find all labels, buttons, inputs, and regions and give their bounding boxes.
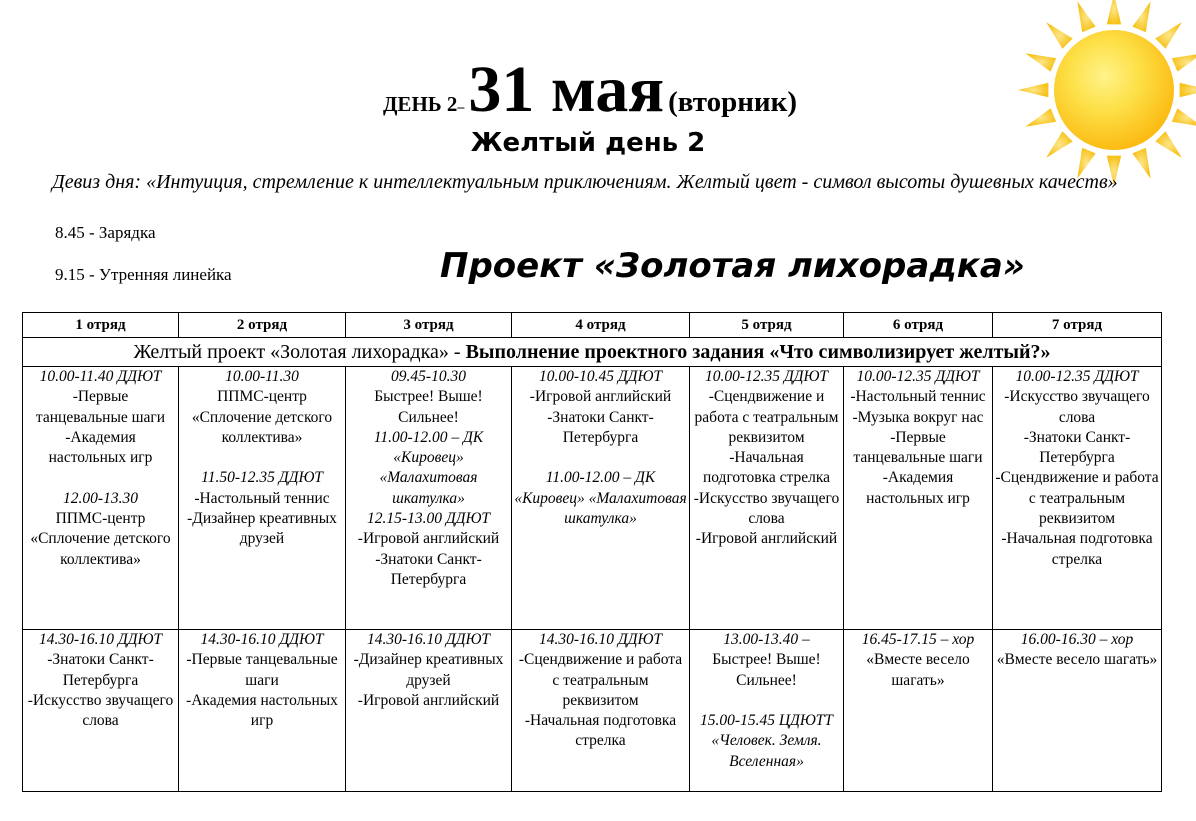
- schedule-cell: [844, 630, 993, 792]
- column-header: 2 отряд: [179, 313, 346, 338]
- column-header: 3 отряд: [346, 313, 512, 338]
- schedule-item-exercise: 8.45 - Зарядка: [55, 223, 156, 242]
- time-slot-label: 11.00-12.00 – ДК «Кировец» «Малахитовая шкатулка»: [373, 428, 484, 507]
- activity-text: -Первые танцевальные шаги: [35, 388, 166, 426]
- time-slot-label: 10.00-11.40 ДДЮТ: [39, 368, 162, 385]
- activity-text: -Игровой английский: [529, 388, 672, 406]
- table-row: [23, 367, 1162, 630]
- activity-text: ППМС-центр «Сплочение детского коллектива»: [30, 510, 171, 568]
- column-header: 7 отряд: [993, 313, 1162, 338]
- activity-text: «Вместе весело шагать»: [866, 651, 970, 689]
- time-slot-label: 14.30-16.10 ДДЮТ: [39, 631, 162, 648]
- time-slot-label: «Человек. Земля. Вселенная»: [711, 732, 822, 770]
- activity-text: -Первые танцевальные шаги: [186, 651, 338, 689]
- activity-text: -Игровой английский: [357, 691, 500, 709]
- column-header: 4 отряд: [512, 313, 690, 338]
- activity-text: -Искусство звучащего слова: [1004, 388, 1150, 426]
- schedule-item-assembly: 9.15 - Утренняя линейка: [55, 265, 232, 284]
- time-slot-label: 14.30-16.10 ДДЮТ: [539, 631, 662, 648]
- time-slot-label: 14.30-16.10 ДДЮТ: [200, 631, 324, 648]
- activity-text: [692, 691, 841, 711]
- activity-text: -Первые танцевальные шаги: [853, 428, 983, 467]
- time-slot-label: 09.45-10.30: [391, 368, 466, 385]
- activity-text: -Академия настольных игр: [866, 469, 970, 507]
- banner-task: Выполнение проектного задания «Что символизирует желтый?»: [465, 341, 1051, 363]
- schedule-cell: [844, 367, 993, 630]
- schedule-cell: [346, 630, 512, 792]
- time-slot-label: 11.00-12.00 – ДК «Кировец» «Малахитовая шкатулка»: [514, 469, 687, 528]
- date-label: 31 мая: [468, 53, 665, 126]
- column-header: 1 отряд: [23, 313, 179, 338]
- activity-text: -Дизайнер креативных друзей: [353, 651, 504, 689]
- activity-text: -Академия настольных игр: [186, 691, 338, 730]
- activity-text: «Вместе весело шагать»: [996, 651, 1158, 669]
- activity-text: -Настольный теннис: [850, 388, 986, 406]
- schedule-cell: [23, 630, 179, 792]
- activity-text: [181, 448, 343, 468]
- schedule-table: [22, 312, 1162, 792]
- activity-text: -Начальная подготовка стрелка: [1001, 530, 1153, 568]
- activity-text: -Сцендвижение и работа с театральным реквизитом: [995, 469, 1159, 528]
- activity-text: [514, 448, 687, 468]
- activity-text: [25, 468, 176, 488]
- activity-text: -Искусство звучащего слова: [693, 489, 840, 528]
- time-slot-label: 16.45-17.15 – хор: [861, 631, 975, 648]
- day-motto: Девиз дня: «Интуиция, стремление к интеллектуальным приключениям. Желтый цвет - символ высоты душевных качеств»: [52, 171, 1118, 193]
- time-slot-label: 11.50-12.35 ДДЮТ: [201, 469, 323, 487]
- title-dash: –: [457, 100, 465, 115]
- time-slot-label: 12.00-13.30: [63, 489, 138, 507]
- schedule-cell: [23, 367, 179, 630]
- activity-text: -Дизайнер креативных друзей: [187, 510, 337, 548]
- time-slot-label: 13.00-13.40 –: [723, 631, 810, 648]
- activity-text: -Знатоки Санкт-Петербурга: [1023, 428, 1131, 467]
- time-slot-label: 16.00-16.30 – хор: [1020, 631, 1134, 648]
- activity-text: -Настольный теннис: [194, 489, 330, 507]
- schedule-cell: [993, 367, 1162, 630]
- activity-text: Быстрее! Выше! Сильнее!: [712, 651, 821, 689]
- activity-text: -Игровой английский: [357, 530, 500, 548]
- time-slot-label: 14.30-16.10 ДДЮТ: [367, 631, 490, 648]
- weekday-label: (вторник): [668, 86, 798, 118]
- project-banner: [23, 338, 1162, 367]
- time-slot-label: 12.15-13.00 ДДЮТ: [367, 510, 490, 528]
- table-header-row: [23, 313, 1162, 338]
- activity-text: -Сцендвижение и работа с театральным реквизитом: [518, 651, 683, 709]
- project-banner-row: [23, 338, 1162, 367]
- column-header: 5 отряд: [690, 313, 844, 338]
- activity-text: -Знатоки Санкт-Петербурга: [47, 651, 154, 689]
- project-heading: Проект «Золотая лихорадка»: [440, 246, 1025, 286]
- time-slot-label: 10.00-12.35 ДДЮТ: [856, 368, 980, 385]
- activity-text: -Игровой английский: [695, 530, 838, 548]
- activity-text: -Академия настольных игр: [48, 428, 153, 467]
- schedule-cell: [690, 630, 844, 792]
- schedule-cell: [512, 367, 690, 630]
- time-slot-label: 15.00-15.45 ЦДЮТТ: [700, 712, 833, 730]
- activity-text: -Музыка вокруг нас: [852, 408, 984, 426]
- activity-text: ППМС-центр «Сплочение детского коллектива»: [191, 388, 333, 446]
- time-slot-label: 10.00-12.35 ДДЮТ: [1015, 368, 1139, 385]
- day-subtitle: Желтый день 2: [470, 128, 706, 158]
- activity-text: -Искусство звучащего слова: [27, 691, 174, 730]
- table-row: [23, 630, 1162, 792]
- activity-text: -Начальная подготовка стрелка: [524, 712, 677, 750]
- schedule-cell: [179, 367, 346, 630]
- activity-text: -Знатоки Санкт-Петербурга: [547, 408, 654, 446]
- activity-text: -Знатоки Санкт-Петербурга: [375, 550, 482, 588]
- schedule-cell: [690, 367, 844, 630]
- activity-text: -Сцендвижение и работа с театральным реквизитом: [694, 388, 839, 446]
- activity-text: Быстрее! Выше! Сильнее!: [374, 388, 483, 426]
- time-slot-label: 10.00-12.35 ДДЮТ: [705, 368, 828, 385]
- time-slot-label: 10.00-11.30: [225, 368, 299, 385]
- banner-prefix: Желтый проект «Золотая лихорадка» -: [133, 341, 466, 363]
- activity-text: -Начальная подготовка стрелка: [702, 449, 831, 487]
- page-title: [0, 52, 1180, 128]
- column-header: 6 отряд: [844, 313, 993, 338]
- schedule-cell: [346, 367, 512, 630]
- day-label: ДЕНЬ 2: [382, 92, 458, 116]
- schedule-cell: [512, 630, 690, 792]
- time-slot-label: 10.00-10.45 ДДЮТ: [539, 368, 662, 385]
- schedule-cell: [993, 630, 1162, 792]
- schedule-cell: [179, 630, 346, 792]
